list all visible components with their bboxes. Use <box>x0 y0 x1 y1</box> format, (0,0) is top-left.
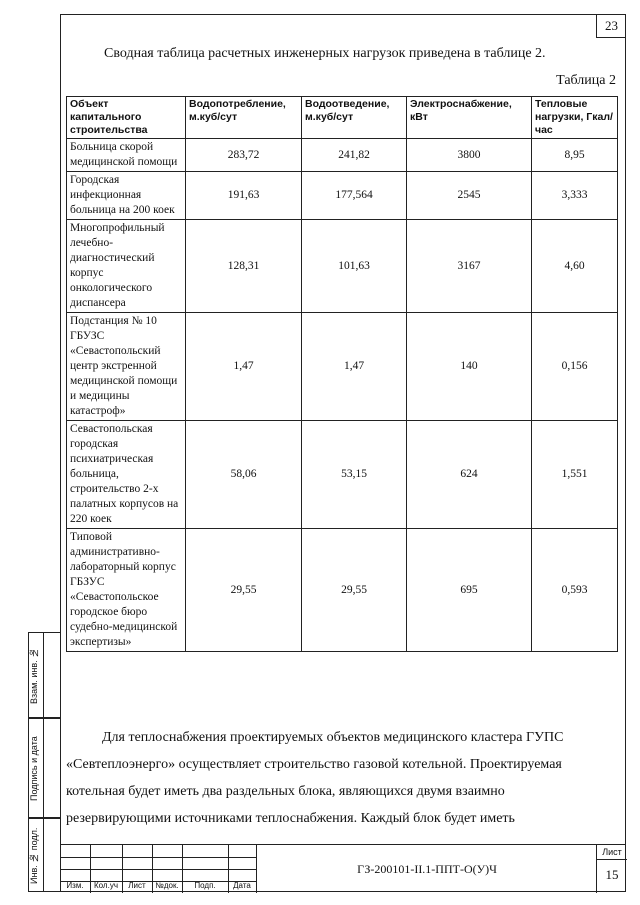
object-cell: Городская инфекционная больница на 200 коек <box>67 172 186 220</box>
table-row <box>67 220 618 313</box>
water-disposal-cell: 177,564 <box>302 172 407 220</box>
water-supply-cell: 29,55 <box>186 529 302 652</box>
water-supply-cell: 128,31 <box>186 220 302 313</box>
table-row <box>67 172 618 220</box>
object-cell: Многопрофильный лечебно-диагностический корпус онкологического диспансера <box>67 220 186 313</box>
water-disposal-cell: 53,15 <box>302 421 407 529</box>
table-label: Таблица 2 <box>556 73 616 88</box>
table-row <box>67 313 618 421</box>
water-supply-cell: 58,06 <box>186 421 302 529</box>
table-row <box>67 529 618 652</box>
revision-grid <box>60 845 256 893</box>
engineering-loads-table <box>66 96 618 652</box>
document-code <box>256 845 597 893</box>
heat-cell: 1,551 <box>532 421 618 529</box>
body-paragraph <box>66 724 617 832</box>
water-supply-cell: 191,63 <box>186 172 302 220</box>
header-water-disposal: Водоотведение, м.куб/сут <box>302 97 407 139</box>
heat-cell: 0,593 <box>532 529 618 652</box>
side-stamp-label: Взам. инв. № <box>29 647 39 705</box>
table-header-row <box>67 97 618 139</box>
power-cell: 695 <box>407 529 532 652</box>
water-disposal-cell: 101,63 <box>302 220 407 313</box>
side-stamp-sign-date <box>28 718 60 818</box>
header-object: Объект капитального строительства <box>67 97 186 139</box>
top-page-number: 23 <box>596 14 626 38</box>
paragraph-line: котельная будет иметь два раздельных блока, являющихся двумя взаимно <box>66 784 505 799</box>
title-block-header: Лист <box>128 881 146 890</box>
paragraph-line: Для теплоснабжения проектируемых объектов медицинского кластера ГУПС <box>102 730 564 745</box>
power-cell: 3800 <box>407 139 532 172</box>
water-disposal-cell: 241,82 <box>302 139 407 172</box>
object-cell: Севастопольская городская психиатрическая больница, строительство 2-х палатных корпусов на 220 коек <box>67 421 186 529</box>
object-cell: Подстанция № 10 ГБУЗС «Севастопольский центр экстренной медицинской помощи и медицины катастроф» <box>67 313 186 421</box>
water-supply-cell: 283,72 <box>186 139 302 172</box>
title-block-header: №док. <box>155 881 179 890</box>
water-supply-cell: 1,47 <box>186 313 302 421</box>
side-stamp-inv-orig <box>28 818 60 892</box>
power-cell: 140 <box>407 313 532 421</box>
header-heat: Тепловые нагрузки, Гкал/час <box>532 97 618 139</box>
sheet-label: Лист <box>602 847 622 857</box>
heat-cell: 8,95 <box>532 139 618 172</box>
side-stamp-label: Подпись и дата <box>29 736 39 802</box>
title-block <box>60 844 626 892</box>
power-cell: 2545 <box>407 172 532 220</box>
heat-cell: 4,60 <box>532 220 618 313</box>
table-row <box>67 139 618 172</box>
title-block-header: Дата <box>233 881 251 890</box>
paragraph-line: резервирующими источниками теплоснабжения. Каждый блок будет иметь <box>66 811 515 826</box>
power-cell: 624 <box>407 421 532 529</box>
sheet-number: 15 <box>605 867 619 882</box>
document-code-text: ГЗ-200101-II.1-ППТ-О(У)Ч <box>357 861 497 876</box>
water-disposal-cell: 1,47 <box>302 313 407 421</box>
paragraph-line: «Севтеплоэнерго» осуществляет строительство газовой котельной. Проектируемая <box>66 757 562 772</box>
title-block-header: Изм. <box>66 881 84 890</box>
heat-cell: 0,156 <box>532 313 618 421</box>
object-cell: Больница скорой медицинской помощи <box>67 139 186 172</box>
intro-text: Сводная таблица расчетных инженерных нагрузок приведена в таблице 2. <box>104 46 546 61</box>
header-power: Электроснабжение, кВт <box>407 97 532 139</box>
object-cell: Типовой административно-лабораторный корпус ГБЗУС «Севастопольское городское бюро судебно-медицинской экспертизы» <box>67 529 186 652</box>
title-block-header: Подп. <box>194 881 216 890</box>
title-block-header: Кол.уч <box>94 881 118 890</box>
heat-cell: 3,333 <box>532 172 618 220</box>
side-stamp-label: Инв. № подл. <box>29 827 39 885</box>
table-row <box>67 421 618 529</box>
sheet-cell <box>596 845 627 893</box>
water-disposal-cell: 29,55 <box>302 529 407 652</box>
header-water-supply: Водопотребление, м.куб/сут <box>186 97 302 139</box>
power-cell: 3167 <box>407 220 532 313</box>
side-stamp-inv-replace <box>28 632 60 718</box>
